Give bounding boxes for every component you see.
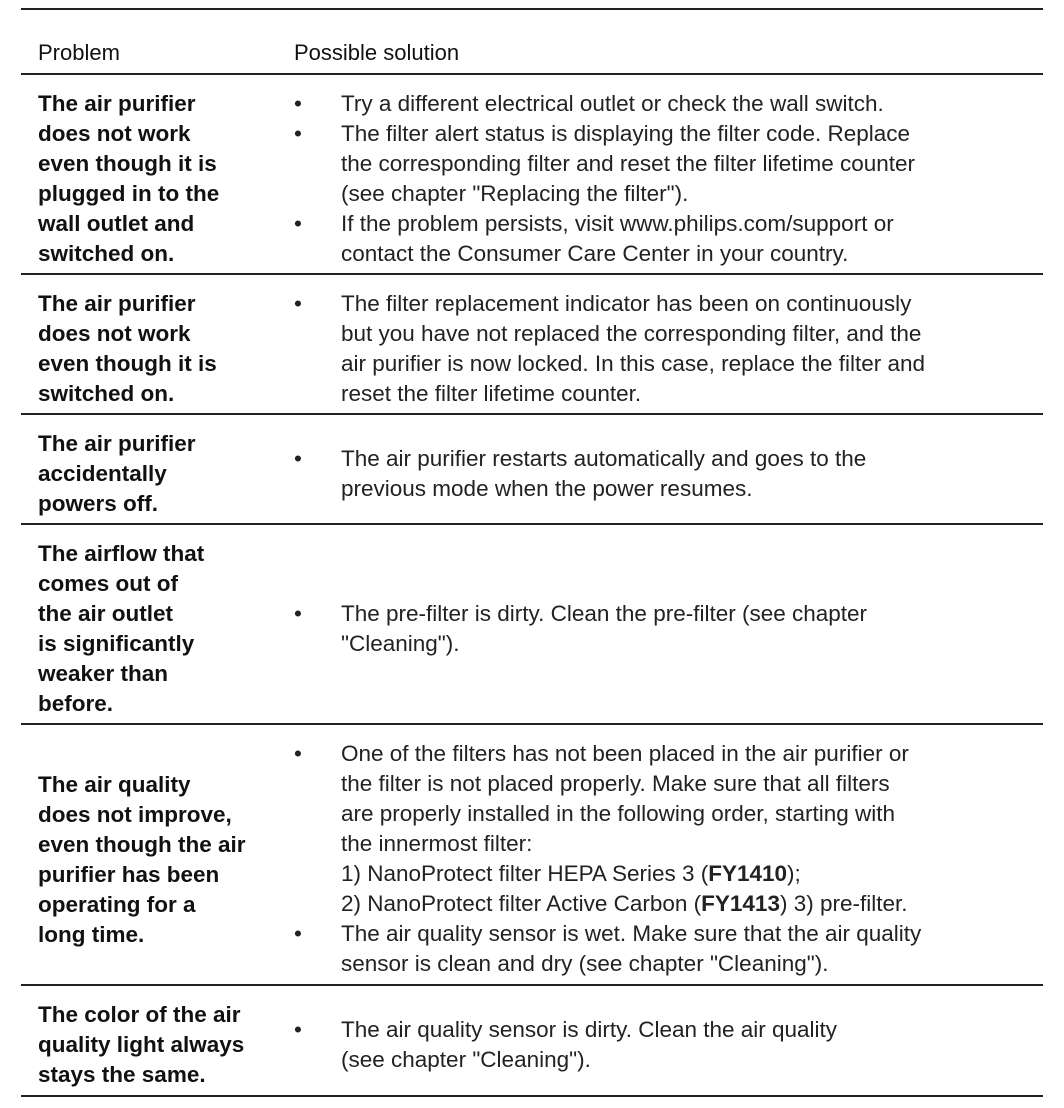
bullet-dot: • (294, 291, 302, 316)
solution-line: are properly installed in the following order, starting with (341, 801, 896, 826)
solution-line: The filter replacement indicator has been on continuously (341, 291, 912, 316)
solution-line: The pre-filter is dirty. Clean the pre-filter (see chapter (341, 601, 868, 626)
problem-line: plugged in to the (38, 181, 220, 206)
table-row (21, 275, 1043, 415)
solution-line: "Cleaning"). (341, 631, 460, 656)
bullet-dot: • (294, 741, 302, 766)
solution-line: The air quality sensor is wet. Make sure that the air quality (341, 921, 922, 946)
solution-line: Try a different electrical outlet or check the wall switch. (341, 91, 884, 116)
solution-line: contact the Consumer Care Center in your country. (341, 241, 849, 266)
solution-bullet (294, 89, 1039, 119)
problem-line: wall outlet and (38, 211, 195, 236)
solution-line: reset the filter lifetime counter. (341, 381, 642, 406)
solution-cell (294, 89, 1039, 269)
solution-line: (see chapter "Replacing the filter"). (341, 181, 689, 206)
order-text: ); (787, 861, 801, 886)
solution-bullet (294, 1015, 1039, 1075)
table-row (21, 75, 1043, 275)
problem-line: even though it is (38, 351, 217, 376)
problem-line: switched on. (38, 241, 175, 266)
table-row (21, 986, 1043, 1097)
solution-bullet (294, 444, 1039, 504)
solution-bullet (294, 209, 1039, 269)
solution-cell (294, 289, 1039, 409)
table-row (21, 525, 1043, 725)
solution-line: the innermost filter: (341, 831, 533, 856)
bullet-dot: • (294, 91, 302, 116)
order-text: 2) NanoProtect filter Active Carbon ( (341, 891, 702, 916)
order-text: 1) NanoProtect filter HEPA Series 3 ( (341, 861, 709, 886)
problem-line: even though it is (38, 151, 217, 176)
problem-line: powers off. (38, 491, 159, 516)
problem-line: purifier has been (38, 862, 220, 887)
solution-line: The filter alert status is displaying the filter code. Replace (341, 121, 911, 146)
problem-line: the air outlet (38, 601, 174, 626)
solution-cell (294, 1015, 1039, 1075)
bullet-dot: • (294, 121, 302, 146)
problem-line: The air purifier (38, 91, 196, 116)
troubleshooting-table (21, 8, 1043, 1097)
problem-cell (38, 770, 283, 950)
problem-cell (38, 429, 283, 519)
column-header-problem: Problem (38, 40, 120, 65)
solution-line: (see chapter "Cleaning"). (341, 1047, 591, 1072)
problem-line: accidentally (38, 461, 167, 486)
problem-line: weaker than (38, 661, 169, 686)
bullet-dot: • (294, 211, 302, 236)
solution-line: but you have not replaced the corresponding filter, and the (341, 321, 922, 346)
solution-line: the corresponding filter and reset the filter lifetime counter (341, 151, 916, 176)
solution-line: the filter is not placed properly. Make sure that all filters (341, 771, 890, 796)
problem-line: The color of the air (38, 1002, 241, 1027)
problem-line: before. (38, 691, 114, 716)
problem-line: does not improve, (38, 802, 232, 827)
problem-line: The airflow that (38, 541, 205, 566)
solution-line: The air quality sensor is dirty. Clean the air quality (341, 1017, 838, 1042)
problem-line: does not work (38, 321, 191, 346)
problem-line: long time. (38, 922, 145, 947)
problem-cell (38, 539, 283, 719)
solution-bullet (294, 739, 1039, 919)
problem-cell (38, 289, 283, 409)
bullet-dot: • (294, 446, 302, 471)
solution-line: If the problem persists, visit www.philips.com/support or (341, 211, 894, 236)
problem-line: operating for a (38, 892, 196, 917)
problem-line: does not work (38, 121, 191, 146)
solution-bullet (294, 119, 1039, 209)
table-row (21, 725, 1043, 986)
problem-line: The air purifier (38, 431, 196, 456)
column-header-solution: Possible solution (294, 40, 460, 65)
order-text: ) 3) pre-filter. (779, 891, 908, 916)
problem-cell (38, 1000, 283, 1090)
problem-line: switched on. (38, 381, 175, 406)
solution-cell (294, 599, 1039, 659)
filter-order-line-1 (341, 859, 1039, 889)
table-row (21, 415, 1043, 525)
problem-line: quality light always (38, 1032, 245, 1057)
solution-line: The air purifier restarts automatically and goes to the (341, 446, 867, 471)
solution-line: air purifier is now locked. In this case, replace the filter and (341, 351, 926, 376)
solution-bullet (294, 599, 1039, 659)
solution-bullet (294, 919, 1039, 979)
solution-bullet (294, 289, 1039, 409)
problem-line: The air purifier (38, 291, 196, 316)
bullet-dot: • (294, 921, 302, 946)
bullet-dot: • (294, 1017, 302, 1042)
filter-order-line-2 (341, 889, 1039, 919)
problem-line: even though the air (38, 832, 246, 857)
solution-line: One of the filters has not been placed in the air purifier or (341, 741, 909, 766)
problem-line: The air quality (38, 772, 191, 797)
solution-cell (294, 444, 1039, 504)
problem-cell (38, 89, 283, 269)
bullet-dot: • (294, 601, 302, 626)
solution-cell (294, 739, 1039, 979)
problem-line: comes out of (38, 571, 179, 596)
problem-line: is significantly (38, 631, 195, 656)
model-code: FY1413 (701, 891, 780, 916)
table-header (21, 10, 1043, 75)
problem-line: stays the same. (38, 1062, 206, 1087)
model-code: FY1410 (708, 861, 788, 886)
solution-line: sensor is clean and dry (see chapter "Cleaning"). (341, 951, 829, 976)
solution-line: previous mode when the power resumes. (341, 476, 753, 501)
